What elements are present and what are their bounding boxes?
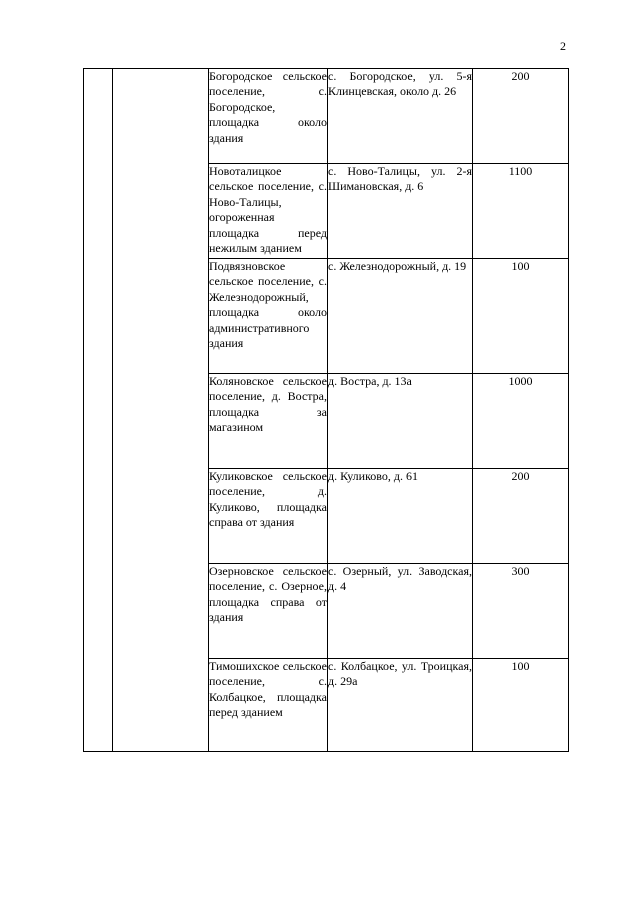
address-cell: с. Богородское, ул. 5-я Клинцевская, около д. 26 <box>328 69 473 164</box>
address-cell: с. Озерный, ул. Заводская, д. 4 <box>328 564 473 659</box>
value-cell: 1100 <box>473 164 569 259</box>
address-cell: с. Колбацкое, ул. Троицкая, д. 29а <box>328 659 473 752</box>
table-row <box>84 69 569 164</box>
address-cell: с. Ново-Талицы, ул. 2-я Шимановская, д. 6 <box>328 164 473 259</box>
settlement-cell: Новоталицкое сельское поселение, с. Ново-Талицы, огороженная площадка перед нежилым зданием <box>209 164 328 259</box>
page-number: 2 <box>560 39 566 53</box>
address-cell: с. Железнодорожный, д. 19 <box>328 259 473 374</box>
value-cell: 300 <box>473 564 569 659</box>
settlement-cell: Куликовское сельское поселение, д. Куликово, площадка справа от здания <box>209 469 328 564</box>
value-cell: 200 <box>473 69 569 164</box>
number-cell <box>84 69 113 752</box>
address-cell: д. Куликово, д. 61 <box>328 469 473 564</box>
settlement-cell: Богородское сельское поселение, с. Богородское, площадка около здания <box>209 69 328 164</box>
value-cell: 200 <box>473 469 569 564</box>
municipality-cell <box>113 69 209 752</box>
value-cell: 100 <box>473 259 569 374</box>
venues-table <box>83 68 569 752</box>
settlement-cell: Подвязновское сельское поселение, с. Железнодорожный, площадка около административного здания <box>209 259 328 374</box>
settlement-cell: Озерновское сельское поселение, с. Озерное, площадка справа от здания <box>209 564 328 659</box>
value-cell: 100 <box>473 659 569 752</box>
value-cell: 1000 <box>473 374 569 469</box>
address-cell: д. Востра, д. 13а <box>328 374 473 469</box>
settlement-cell: Тимошихское сельское поселение, с. Колбацкое, площадка перед зданием <box>209 659 328 752</box>
settlement-cell: Коляновское сельское поселение, д. Востра, площадка за магазином <box>209 374 328 469</box>
